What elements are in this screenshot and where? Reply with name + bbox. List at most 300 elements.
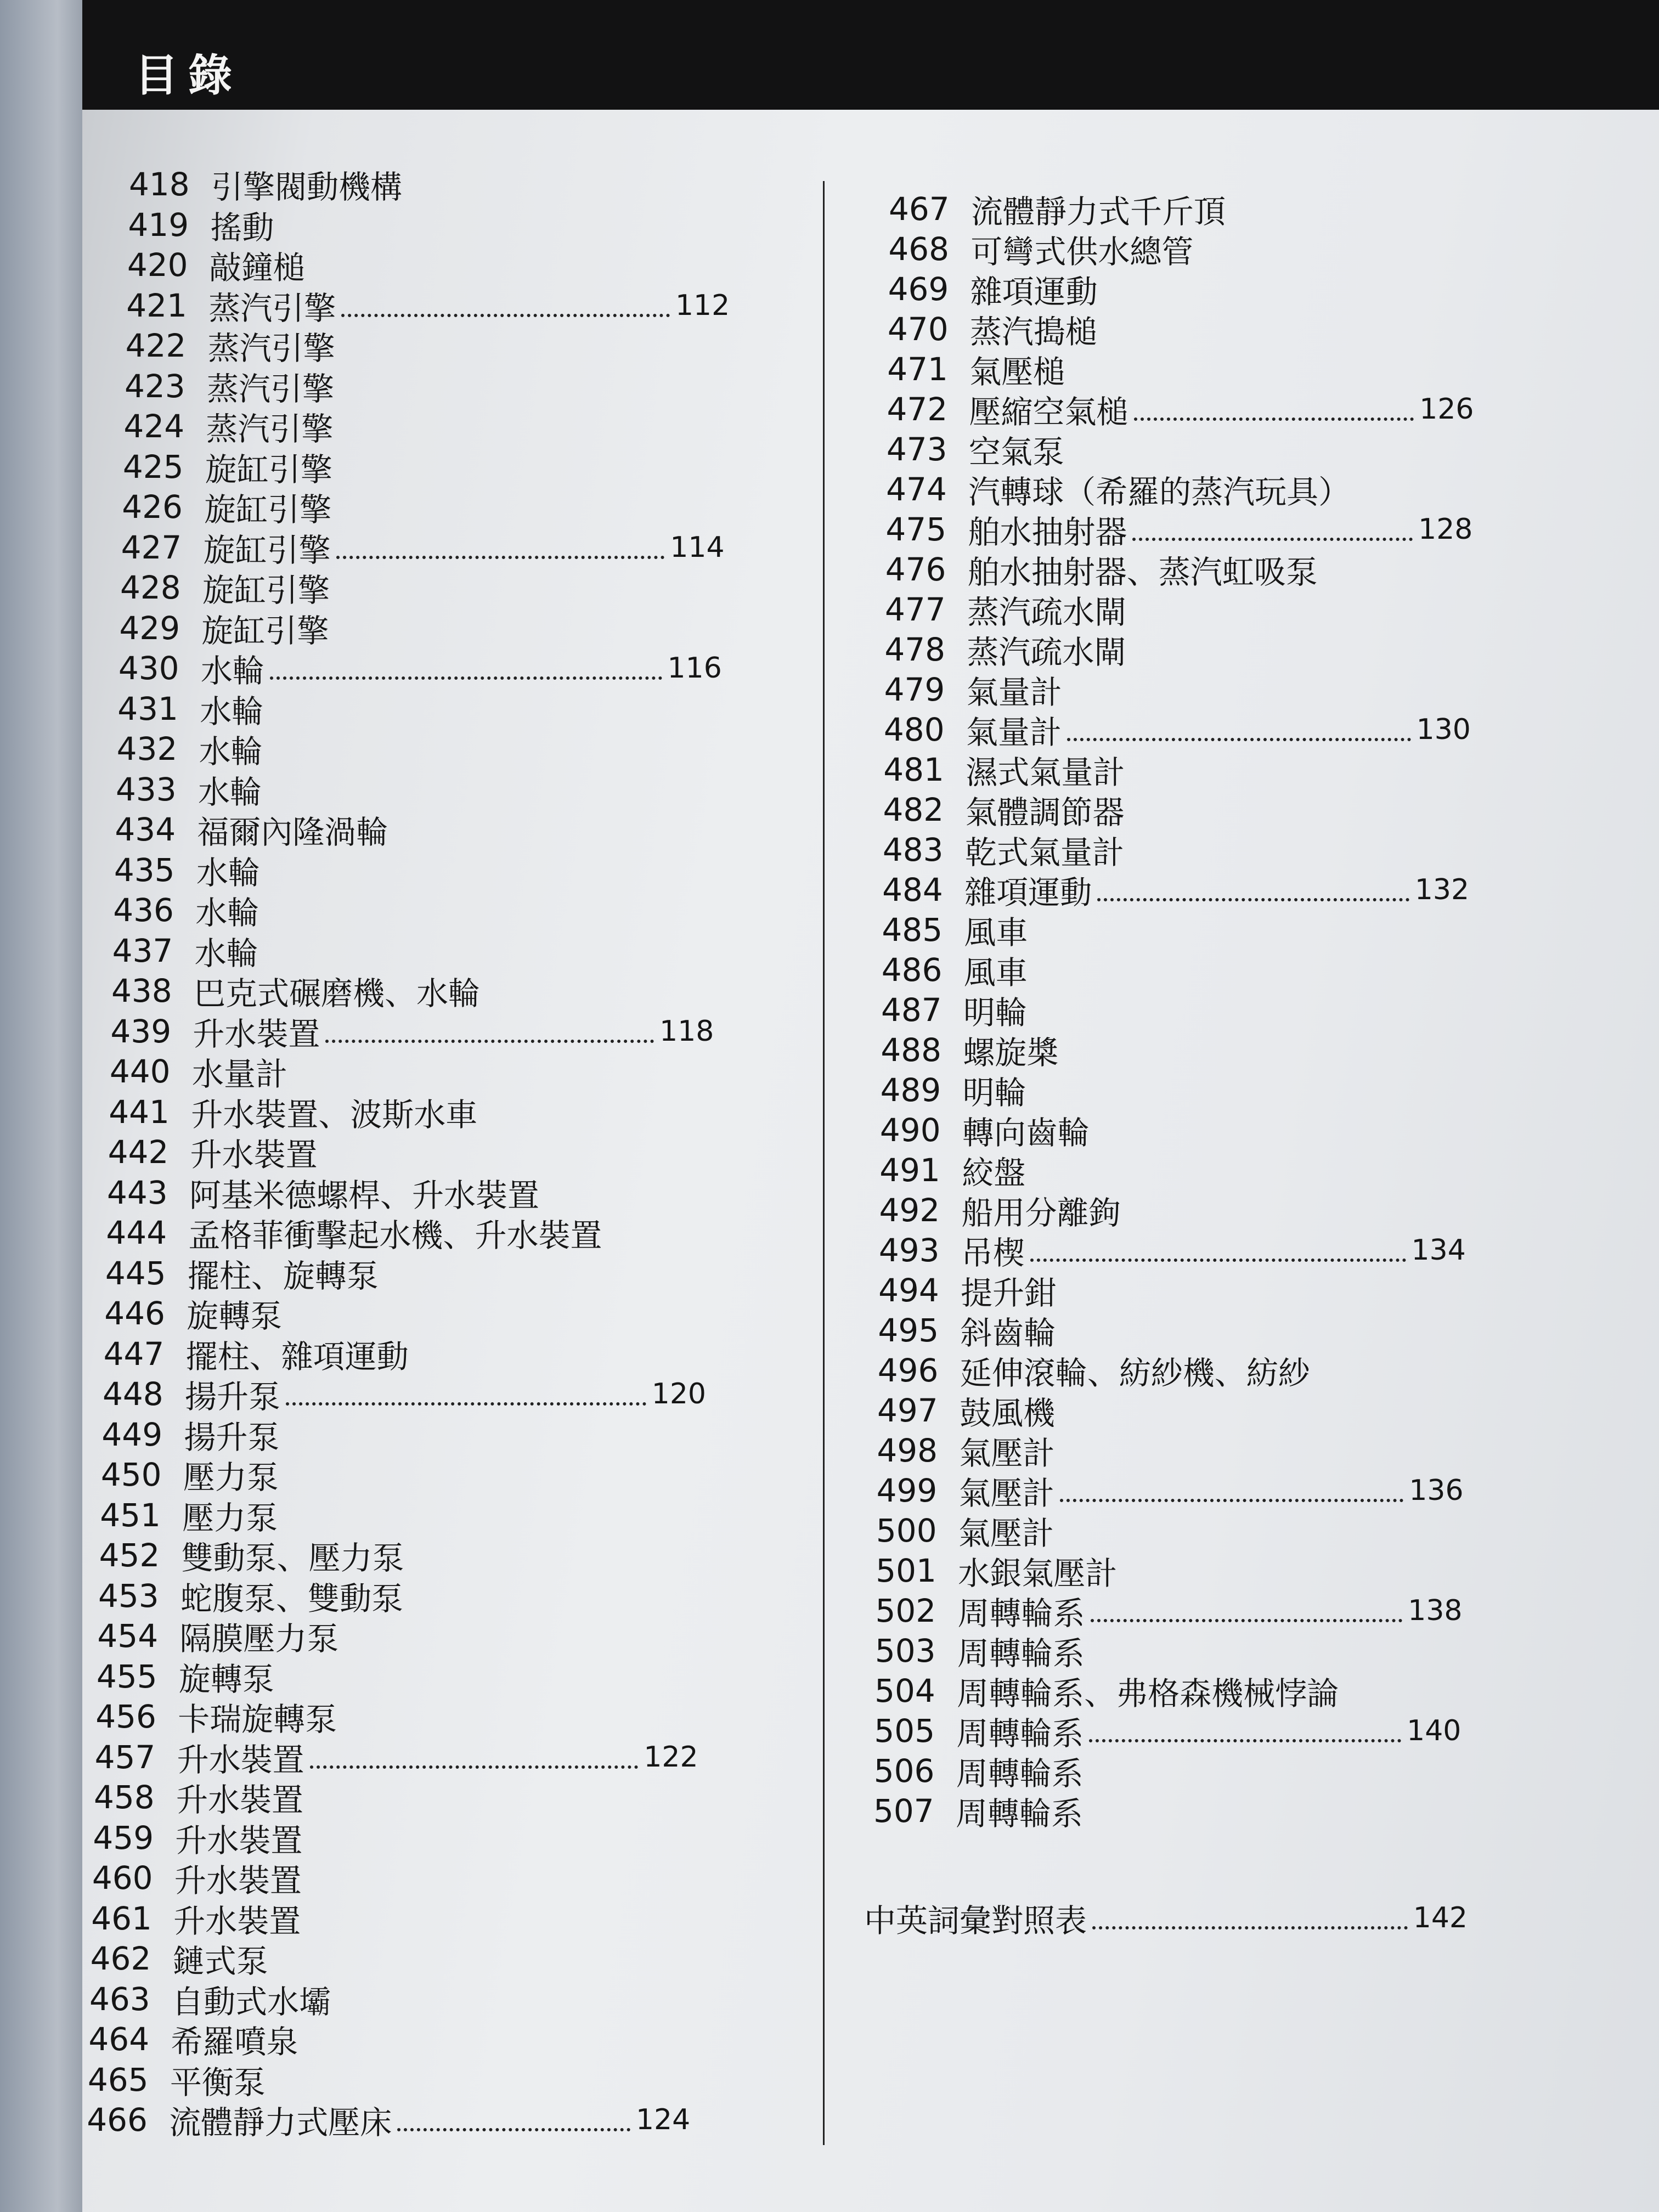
toc-entry	[874, 1751, 1461, 1791]
toc-entry	[887, 390, 1474, 429]
toc-entry	[884, 630, 1471, 669]
entry-number: 428	[120, 569, 181, 606]
toc-entry	[878, 1311, 1465, 1350]
entry-number: 472	[887, 391, 948, 428]
entry-number: 459	[93, 1819, 154, 1857]
entry-page-number: 138	[1408, 1594, 1463, 1627]
entry-title: 水輪	[200, 692, 264, 730]
entry-number: 473	[886, 431, 947, 468]
entry-title: 可彎式供水總管	[970, 233, 1194, 270]
entry-number: 418	[129, 166, 190, 203]
toc-entry	[116, 770, 719, 809]
leader-dots	[1030, 1259, 1406, 1262]
entry-number: 441	[109, 1093, 170, 1131]
entry-title: 福爾內隆渦輪	[197, 814, 388, 851]
entry-number: 452	[99, 1537, 160, 1574]
toc-entry	[879, 1150, 1466, 1190]
toc-entry	[104, 1334, 707, 1374]
entry-number: 456	[95, 1698, 156, 1735]
entry-number: 421	[126, 286, 187, 324]
entry-title: 氣壓計	[959, 1435, 1055, 1472]
toc-entry	[112, 931, 716, 970]
entry-number: 451	[100, 1496, 161, 1534]
toc-entry	[123, 407, 727, 446]
toc-entry	[97, 1657, 700, 1696]
entry-number: 475	[885, 511, 947, 548]
leader-dots	[341, 314, 670, 317]
entry-title: 風車	[964, 914, 1028, 951]
entry-title: 孟格菲衝擊起水機、升水裝置	[188, 1217, 602, 1254]
toc-entry	[104, 1294, 708, 1333]
entry-title: 氣量計	[966, 714, 1062, 751]
entry-title: 水輪	[196, 854, 260, 891]
entry-number: 435	[114, 851, 175, 889]
entry-title: 搖動	[210, 208, 274, 246]
entry-number: 477	[885, 591, 946, 628]
entry-number: 499	[876, 1472, 938, 1509]
toc-entry	[874, 1671, 1462, 1711]
entry-title: 擺柱、雜項運動	[185, 1338, 409, 1375]
entry-title: 轉向齒輪	[962, 1114, 1090, 1152]
entry-title: 提升鉗	[961, 1274, 1057, 1312]
entry-title: 明輪	[962, 1074, 1026, 1111]
entry-page-number: 114	[670, 531, 725, 564]
toc-entry	[128, 205, 731, 245]
entry-number: 448	[103, 1375, 163, 1413]
entry-number: 445	[105, 1254, 166, 1292]
entry-title: 升水裝置、波斯水車	[191, 1096, 478, 1133]
entry-title: 舶水抽射器、蒸汽虹吸泵	[967, 554, 1318, 591]
entry-title: 旋缸引擎	[201, 612, 329, 650]
entry-title: 旋缸引擎	[203, 531, 331, 569]
toc-entry	[95, 1697, 699, 1736]
entry-number: 469	[888, 270, 949, 308]
entry-page-number: 140	[1407, 1714, 1462, 1747]
toc-entry	[105, 1254, 709, 1293]
toc-entry	[877, 1391, 1464, 1430]
entry-title: 舶水抽射器	[968, 514, 1127, 551]
entry-number: 485	[882, 911, 943, 949]
toc-entry	[109, 1092, 712, 1132]
toc-entry	[126, 326, 729, 365]
entry-title: 揚升泵	[185, 1378, 281, 1415]
toc-entry	[111, 971, 715, 1011]
entry-title: 周轉輪系、弗格森機械悖論	[957, 1675, 1339, 1712]
entry-title: 濕式氣量計	[966, 754, 1125, 791]
entry-title: 水輪	[200, 652, 264, 690]
leader-dots	[397, 2128, 630, 2131]
toc-entry	[106, 1213, 709, 1252]
entry-title: 水輪	[195, 894, 259, 932]
entry-title: 氣量計	[966, 674, 1062, 711]
entry-number: 442	[108, 1133, 169, 1171]
entry-number: 490	[879, 1111, 941, 1149]
leader-dots	[1091, 1619, 1403, 1622]
glossary-title: 中英詞彙對照表	[864, 1902, 1087, 1939]
toc-entry	[119, 648, 722, 688]
toc-entry	[883, 750, 1470, 789]
entry-number: 479	[884, 671, 945, 708]
entry-title: 升水裝置	[175, 1821, 303, 1859]
entry-number: 487	[881, 991, 942, 1029]
toc-entry	[110, 1012, 714, 1051]
toc-entry	[885, 550, 1472, 589]
entry-number: 494	[878, 1272, 939, 1309]
entry-number: 503	[874, 1632, 936, 1669]
entry-title: 升水裝置	[190, 1136, 318, 1173]
entry-number: 422	[125, 327, 187, 364]
entry-number: 463	[89, 1980, 150, 2018]
entry-title: 升水裝置	[176, 1781, 304, 1819]
toc-entry	[88, 2060, 691, 2100]
entry-page-number: 116	[667, 652, 722, 685]
entry-number: 507	[873, 1792, 934, 1830]
entry-title: 氣壓槌	[969, 353, 1065, 391]
entry-number: 496	[877, 1352, 939, 1389]
entry-title: 絞盤	[962, 1154, 1026, 1192]
entry-number: 446	[104, 1295, 165, 1332]
toc-entry	[119, 608, 723, 648]
toc-entry	[98, 1576, 702, 1616]
entry-title: 卡瑞旋轉泵	[178, 1701, 337, 1738]
entry-title: 升水裝置	[174, 1862, 302, 1899]
entry-title: 蛇腹泵、雙動泵	[180, 1579, 404, 1617]
leader-dots	[325, 1040, 654, 1043]
toc-entry	[91, 1899, 695, 1938]
leader-dots	[1060, 1499, 1404, 1502]
entry-number: 425	[122, 448, 184, 486]
entry-title: 流體靜力式千斤頂	[971, 193, 1226, 230]
entry-title: 阿基米德螺桿、升水裝置	[189, 1176, 540, 1214]
entry-page-number: 124	[635, 2103, 691, 2136]
entry-number: 457	[94, 1738, 156, 1776]
entry-number: 466	[87, 2101, 148, 2138]
toc-entry	[881, 1070, 1468, 1110]
entry-number: 419	[128, 206, 189, 244]
entry-number: 443	[107, 1173, 168, 1211]
toc-entry	[881, 990, 1468, 1030]
entry-title: 水量計	[191, 1056, 287, 1093]
entry-number: 483	[882, 831, 944, 868]
toc-entry	[91, 1939, 694, 1978]
toc-entry	[108, 1132, 712, 1172]
entry-number: 497	[877, 1392, 938, 1429]
entry-title: 周轉輪系	[956, 1715, 1084, 1752]
entry-number: 449	[101, 1415, 163, 1453]
toc-entry	[122, 487, 725, 527]
toc-entry	[873, 1791, 1460, 1831]
entry-page-number: 120	[651, 1378, 706, 1410]
entry-number: 434	[115, 811, 176, 848]
entry-number: 502	[875, 1592, 936, 1629]
leader-dots	[1089, 1739, 1401, 1742]
toc-entry	[125, 366, 728, 406]
entry-page-number: 126	[1419, 393, 1474, 426]
entry-title: 升水裝置	[173, 1902, 301, 1940]
leader-dots	[1067, 738, 1411, 741]
toc-entry	[883, 830, 1470, 870]
leader-dots	[1092, 1926, 1408, 1929]
entry-title: 揚升泵	[184, 1418, 280, 1456]
entry-title: 旋轉泵	[187, 1297, 283, 1335]
entry-number: 471	[887, 351, 948, 388]
entry-number: 454	[97, 1617, 159, 1655]
book-spine-edge	[0, 0, 82, 2212]
entry-number: 474	[886, 471, 947, 508]
glossary-entry	[864, 1898, 1468, 1938]
entry-number: 493	[878, 1232, 940, 1269]
entry-number: 444	[106, 1214, 167, 1251]
toc-entry	[127, 245, 731, 285]
entry-number: 432	[116, 730, 178, 768]
toc-entry	[878, 1271, 1465, 1310]
entry-title: 空氣泵	[968, 433, 1064, 471]
entry-number: 500	[876, 1512, 937, 1549]
toc-entry	[107, 1173, 710, 1212]
column-divider	[823, 181, 825, 2145]
entry-title: 蒸汽引擎	[206, 410, 334, 448]
toc-entry	[101, 1415, 705, 1454]
entry-number: 440	[109, 1053, 171, 1090]
entry-page-number: 134	[1411, 1234, 1466, 1267]
toc-entry	[876, 1551, 1463, 1590]
entry-title: 鏈式泵	[172, 1943, 268, 1980]
entry-title: 鼓風機	[960, 1395, 1056, 1432]
entry-title: 引擎閥動機構	[211, 168, 403, 206]
entry-title: 雜項運動	[970, 273, 1098, 311]
entry-number: 455	[96, 1657, 157, 1695]
entry-number: 431	[117, 690, 178, 727]
toc-entry	[881, 1030, 1468, 1070]
toc-entry	[129, 165, 732, 204]
toc-entry	[110, 1052, 713, 1091]
toc-entry	[885, 510, 1472, 549]
toc-entry	[882, 950, 1469, 990]
toc-entry	[97, 1616, 701, 1656]
entry-number: 447	[103, 1335, 165, 1373]
entry-title: 平衡泵	[170, 2063, 266, 2101]
toc-entry	[117, 689, 721, 729]
toc-entry	[888, 269, 1475, 309]
entry-number: 489	[880, 1071, 941, 1109]
entry-number: 464	[88, 2021, 150, 2058]
toc-entry	[876, 1591, 1463, 1630]
entry-title: 雜項運動	[964, 874, 1092, 911]
entry-number: 470	[887, 311, 949, 348]
entry-number: 458	[94, 1779, 155, 1816]
toc-entry	[887, 430, 1474, 469]
entry-title: 水輪	[198, 773, 262, 811]
toc-entry	[874, 1711, 1461, 1751]
header-band	[82, 0, 1659, 110]
toc-entry	[115, 810, 718, 849]
entry-number: 462	[90, 1940, 151, 1977]
toc-entry	[88, 2019, 692, 2059]
entry-title: 水輪	[194, 934, 258, 972]
entry-title: 明輪	[963, 994, 1028, 1031]
entry-title: 旋缸引擎	[202, 572, 330, 609]
toc-entry	[100, 1496, 703, 1535]
entry-number: 488	[881, 1031, 942, 1069]
entry-page-number: 118	[659, 1014, 714, 1048]
entry-title: 吊楔	[961, 1234, 1025, 1272]
entry-title: 自動式水壩	[172, 1983, 331, 2021]
entry-title: 船用分離鉤	[961, 1194, 1121, 1232]
entry-title: 流體靜力式壓床	[169, 2104, 392, 2141]
toc-entry	[882, 910, 1469, 950]
entry-number: 478	[884, 631, 946, 668]
entry-title: 旋轉泵	[178, 1660, 274, 1698]
entry-title: 敲鐘槌	[209, 249, 305, 286]
entry-number: 468	[888, 230, 950, 268]
entry-number: 426	[122, 488, 183, 526]
toc-entry	[92, 1858, 696, 1898]
toc-entry	[126, 286, 730, 325]
leader-dots	[270, 676, 662, 680]
toc-entry	[877, 1431, 1464, 1470]
entry-number: 486	[881, 951, 943, 989]
leader-dots	[310, 1765, 639, 1769]
toc-entry	[93, 1818, 696, 1858]
entry-number: 433	[116, 770, 177, 808]
entry-title: 斜齒輪	[960, 1314, 1056, 1352]
toc-entry	[875, 1631, 1462, 1671]
entry-title: 旋缸引擎	[204, 491, 332, 528]
entry-title: 周轉輪系	[957, 1595, 1085, 1632]
entry-number: 424	[123, 408, 185, 445]
entry-number: 467	[889, 190, 950, 228]
entry-title: 希羅噴泉	[171, 2023, 298, 2061]
toc-entry	[94, 1778, 697, 1817]
entry-number: 438	[111, 972, 172, 1009]
toc-entry	[87, 2100, 690, 2140]
toc-entry	[99, 1536, 703, 1575]
entry-title: 蒸汽疏水閘	[967, 634, 1126, 671]
toc-entry	[888, 309, 1475, 349]
entry-title: 旋缸引擎	[205, 450, 332, 488]
toc-entry	[889, 189, 1476, 229]
entry-number: 465	[87, 2061, 149, 2098]
entry-title: 隔膜壓力泵	[179, 1620, 339, 1657]
entry-title: 氣壓計	[958, 1515, 1054, 1552]
entry-title: 螺旋槳	[963, 1034, 1059, 1071]
entry-number: 429	[119, 609, 180, 647]
entry-page-number: 112	[675, 289, 730, 322]
entry-title: 蒸汽疏水閘	[967, 594, 1127, 631]
leader-dots	[1097, 898, 1409, 901]
entry-title: 水銀氣壓計	[958, 1555, 1118, 1592]
toc-entry	[876, 1511, 1463, 1550]
toc-entry	[884, 710, 1471, 749]
entry-title: 擺柱、旋轉泵	[187, 1257, 379, 1295]
toc-entry	[878, 1351, 1465, 1390]
toc-entry	[888, 229, 1475, 269]
entry-number: 420	[127, 246, 188, 284]
entry-page-number: 132	[1414, 873, 1470, 906]
toc-entry	[117, 729, 720, 769]
entry-number: 450	[100, 1456, 162, 1493]
leader-dots	[336, 556, 665, 559]
leader-dots	[286, 1402, 646, 1406]
toc-entry	[879, 1231, 1466, 1270]
entry-title: 蒸汽引擎	[207, 330, 335, 367]
toc-entry	[882, 870, 1469, 910]
entry-number: 481	[883, 751, 944, 788]
entry-title: 汽轉球（希羅的蒸汽玩具）	[968, 473, 1351, 511]
entry-number: 439	[110, 1012, 172, 1050]
toc-entry	[887, 349, 1474, 389]
toc-entry	[880, 1110, 1467, 1150]
entry-number: 436	[113, 891, 174, 929]
entry-title: 風車	[963, 954, 1028, 991]
toc-entry	[883, 790, 1470, 830]
leader-dots	[1132, 538, 1413, 541]
page-title: 目錄	[134, 50, 242, 101]
entry-number: 492	[879, 1192, 940, 1229]
entry-number: 476	[885, 551, 946, 588]
entry-title: 壓縮空氣槌	[969, 393, 1128, 431]
glossary-page-number: 142	[1413, 1901, 1468, 1934]
toc-entry	[120, 568, 724, 607]
entry-number: 506	[873, 1752, 935, 1790]
entry-number: 461	[91, 1899, 152, 1937]
entry-number: 495	[878, 1312, 939, 1349]
entry-title: 巴克式碾磨機、水輪	[194, 975, 481, 1012]
toc-entry	[103, 1374, 706, 1414]
entry-number: 480	[883, 711, 945, 748]
entry-title: 壓力泵	[183, 1459, 279, 1496]
entry-number: 430	[118, 650, 179, 687]
toc-entry	[884, 670, 1471, 709]
leader-dots	[1134, 417, 1414, 421]
entry-title: 周轉輪系	[957, 1635, 1085, 1672]
entry-number: 501	[876, 1552, 936, 1589]
toc-entry	[879, 1190, 1466, 1230]
entry-number: 482	[883, 791, 944, 828]
toc-entry	[101, 1455, 704, 1494]
entry-number: 484	[882, 871, 943, 909]
toc-entry	[89, 1979, 693, 2019]
entry-title: 壓力泵	[182, 1499, 278, 1537]
entry-title: 雙動泵、壓力泵	[181, 1539, 404, 1577]
entry-page-number: 136	[1409, 1474, 1464, 1507]
entry-number: 460	[92, 1859, 153, 1897]
entry-number: 505	[874, 1712, 935, 1750]
entry-number: 498	[877, 1432, 938, 1469]
entry-number: 427	[121, 528, 182, 566]
entry-number: 423	[125, 367, 185, 405]
toc-entry	[121, 528, 725, 567]
entry-number: 453	[98, 1577, 159, 1615]
entry-title: 周轉輪系	[956, 1795, 1084, 1832]
entry-title: 蒸汽引擎	[207, 370, 335, 408]
entry-title: 蒸汽引擎	[208, 289, 336, 327]
entry-title: 周轉輪系	[956, 1755, 1084, 1792]
entry-title: 蒸汽搗槌	[969, 313, 1097, 351]
entry-number: 504	[874, 1672, 935, 1709]
entry-number: 437	[112, 932, 173, 969]
entry-page-number: 122	[644, 1740, 698, 1774]
toc-entry	[886, 470, 1473, 509]
entry-title: 延伸滾輪、紡紗機、紡紗	[960, 1355, 1310, 1392]
toc-entry	[95, 1737, 698, 1777]
entry-number: 491	[879, 1152, 940, 1189]
toc-entry	[885, 590, 1472, 629]
entry-title: 升水裝置	[177, 1741, 304, 1779]
entry-title: 水輪	[199, 733, 263, 770]
toc-entry	[123, 447, 726, 487]
entry-title: 升水裝置	[193, 1015, 320, 1053]
